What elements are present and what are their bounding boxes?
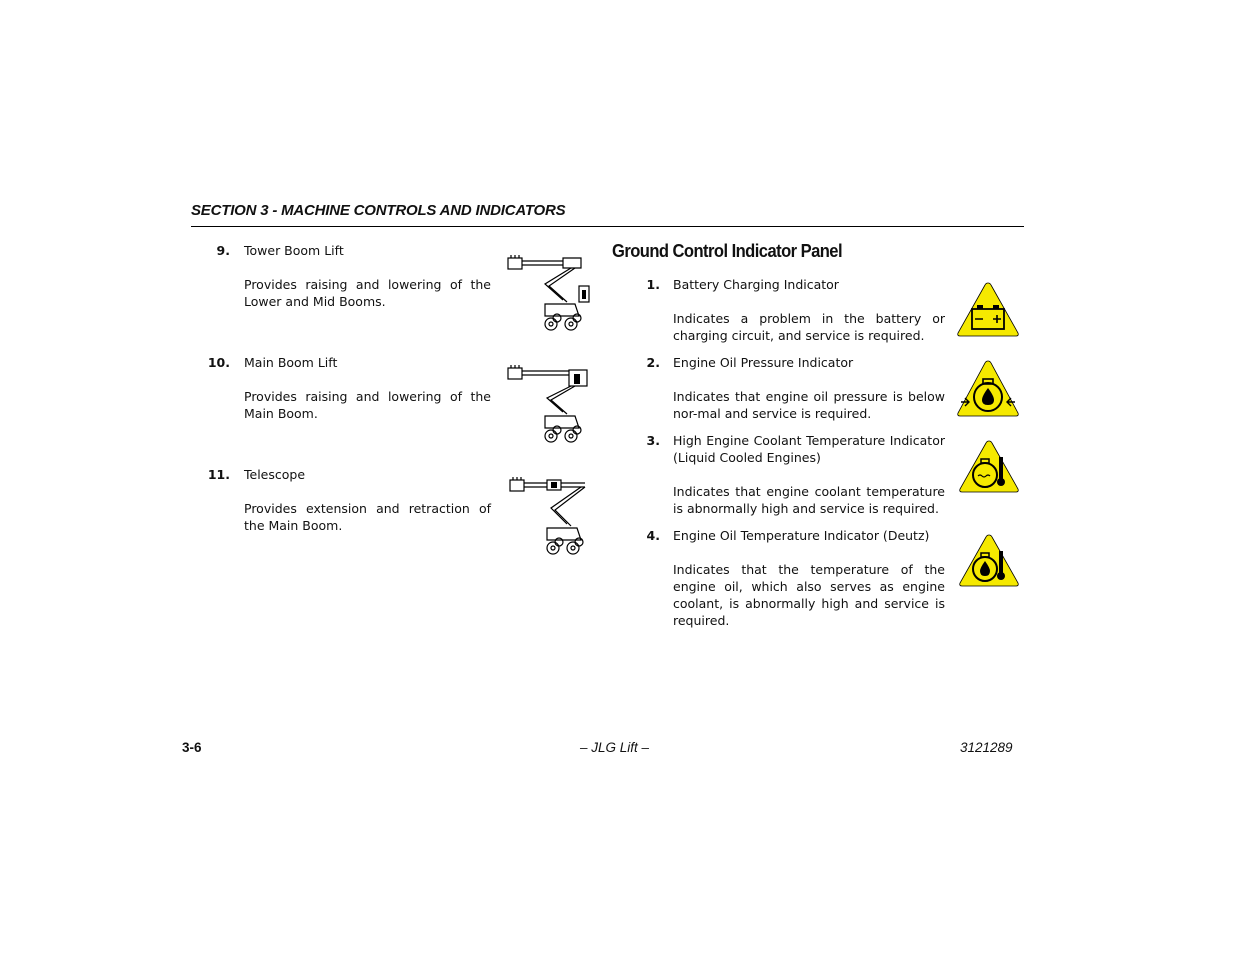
tower-boom-lift-icon (505, 252, 595, 336)
battery-icon (955, 281, 1021, 339)
item-title: High Engine Coolant Temperature Indicator (Liquid Cooled Engines) (673, 433, 945, 465)
header-rule (191, 226, 1024, 227)
item-number: 9. (216, 243, 230, 258)
item-description: Indicates that engine oil pressure is below nor-mal and service is required. (673, 389, 945, 421)
telescope-icon (507, 476, 597, 560)
section-title: SECTION 3 - MACHINE CONTROLS AND INDICATORS (191, 202, 566, 219)
item-title: Engine Oil Temperature Indicator (Deutz) (673, 528, 930, 543)
oil-pressure-icon (955, 359, 1021, 419)
page-number: 3-6 (182, 740, 202, 755)
item-description: Provides raising and lowering of the Lower and Mid Booms. (244, 277, 491, 309)
item-description: Indicates a problem in the battery or charging circuit, and service is required. (673, 311, 945, 343)
item-title: Tower Boom Lift (244, 243, 344, 258)
item-description: Provides raising and lowering of the Main Boom. (244, 389, 491, 421)
item-number: 11. (207, 467, 230, 482)
coolant-temperature-icon (957, 439, 1021, 495)
main-boom-lift-icon (505, 364, 595, 448)
item-title: Battery Charging Indicator (673, 277, 839, 292)
item-description: Indicates that engine coolant temperature is abnormally high and service is required. (673, 484, 945, 516)
item-title: Engine Oil Pressure Indicator (673, 355, 854, 370)
item-number: 3. (646, 433, 660, 448)
footer-center-text: – JLG Lift – (580, 740, 650, 755)
item-number: 1. (646, 277, 660, 292)
item-description: Provides extension and retraction of the Main Boom. (244, 501, 491, 533)
item-title: Telescope (244, 467, 306, 482)
item-number: 4. (646, 528, 660, 543)
panel-heading: Ground Control Indicator Panel (612, 241, 843, 261)
item-title: Main Boom Lift (244, 355, 338, 370)
oil-temperature-icon (957, 533, 1021, 589)
document-number: 3121289 (960, 740, 1013, 755)
item-number: 10. (207, 355, 230, 370)
item-number: 2. (646, 355, 660, 370)
item-description: Indicates that the temperature of the engine oil, which also serves as engine coolant, is abnormally high and service is required. (673, 562, 945, 628)
